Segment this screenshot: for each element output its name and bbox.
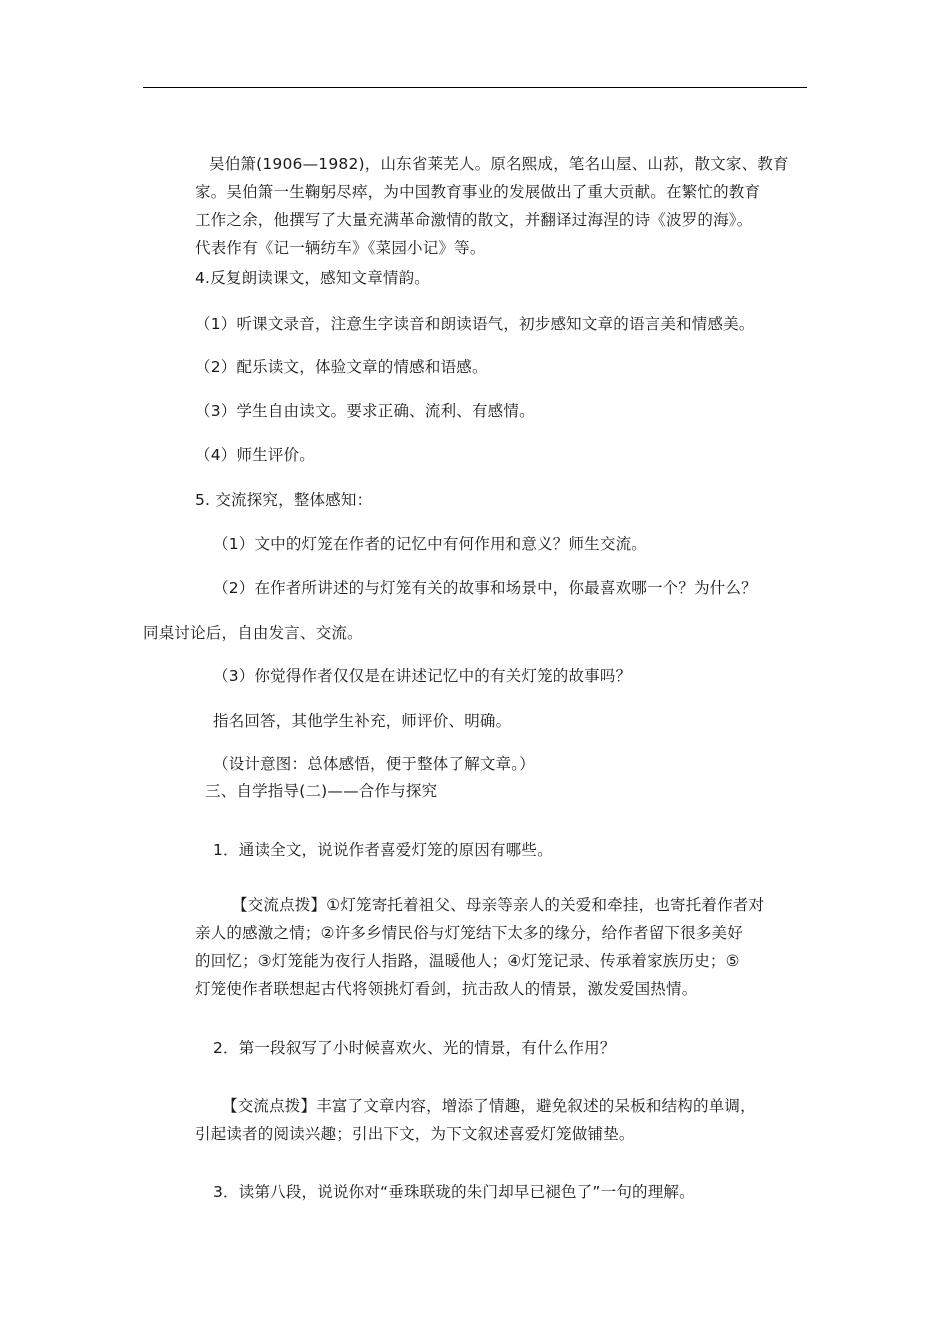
step4-item: （1）听课文录音，注意生字读音和朗读语气，初步感知文章的语言美和情感美。 [195, 315, 755, 333]
step4-item: （3）学生自由读文。要求正确、流利、有感情。 [195, 402, 535, 420]
answer-line: 亲人的感激之情；②许多乡情民俗与灯笼结下太多的缘分，给作者留下很多美好 [195, 924, 743, 942]
step5-question-2: （2）在作者所讲述的与灯笼有关的故事和场景中，你最喜欢哪一个？为什么？ [213, 579, 757, 597]
answer-line: 灯笼使作者联想起古代将领挑灯看剑，抗击敌人的情景，激发爱国热情。 [195, 980, 698, 998]
author-bio-line: 吴伯箫(1906—1982)，山东省莱芜人。原名熙成，笔名山屋、山荪，散文家、教育 [209, 155, 789, 173]
step5-title: 5. 交流探究，整体感知： [195, 491, 373, 509]
step5-design-intent: （设计意图：总体感悟，便于整体了解文章。） [213, 755, 535, 773]
answer-line: 引起读者的阅读兴趣；引出下文，为下文叙述喜爱灯笼做铺垫。 [195, 1125, 635, 1143]
step4-item: （4）师生评价。 [195, 446, 315, 464]
section3-answer-1 [195, 919, 743, 1003]
section3-answer-2-line1 [222, 1092, 756, 1120]
answer-line: 【交流点拨】丰富了文章内容，增添了情趣，避免叙述的呆板和结构的单调， [222, 1097, 756, 1115]
section3-question-2: 2．第一段叙写了小时候喜欢火、光的情景，有什么作用？ [213, 1039, 616, 1057]
step4-title: 4.反复朗读课文，感知文章情韵。 [195, 269, 430, 287]
author-bio-line: 工作之余，他撰写了大量充满革命激情的散文，并翻译过海涅的诗《波罗的海》。 [195, 211, 753, 229]
step5-question-1: （1）文中的灯笼在作者的记忆中有何作用和意义？师生交流。 [213, 535, 647, 553]
section3-title: 三、自学指导(二)——合作与探究 [205, 782, 438, 800]
answer-line: 的回忆；③灯笼能为夜行人指路，温暖他人；④灯笼记录、传承着家族历史；⑤ [195, 952, 740, 970]
step5-answer: 指名回答，其他学生补充，师评价、明确。 [213, 712, 512, 730]
step4-item: （2）配乐读文，体验文章的情感和语感。 [195, 358, 488, 376]
author-bio-line: 家。吴伯箫一生鞠躬尽瘁，为中国教育事业的发展做出了重大贡献。在繁忙的教育 [195, 183, 761, 201]
author-bio-line1-wrap [209, 150, 789, 178]
answer-line: 【交流点拨】①灯笼寄托着祖父、母亲等亲人的关爱和牵挂，也寄托着作者对 [232, 896, 765, 914]
header-rule [143, 87, 807, 88]
section3-answer-2 [195, 1120, 635, 1148]
step5-question-3: （3）你觉得作者仅仅是在讲述记忆中的有关灯笼的故事吗？ [213, 667, 632, 685]
section3-question-1: 1．通读全文，说说作者喜爱灯笼的原因有哪些。 [213, 841, 553, 859]
section3-answer-1-line1 [232, 891, 764, 919]
step5-question-2-cont: 同桌讨论后，自由发言、交流。 [143, 624, 363, 642]
author-bio-paragraph [195, 178, 760, 262]
section3-question-3: 3．读第八段，说说你对“垂珠联珑的朱门却早已褪色了”一句的理解。 [213, 1183, 695, 1201]
author-bio-line: 代表作有《记一辆纺车》《菜园小记》等。 [195, 239, 486, 257]
